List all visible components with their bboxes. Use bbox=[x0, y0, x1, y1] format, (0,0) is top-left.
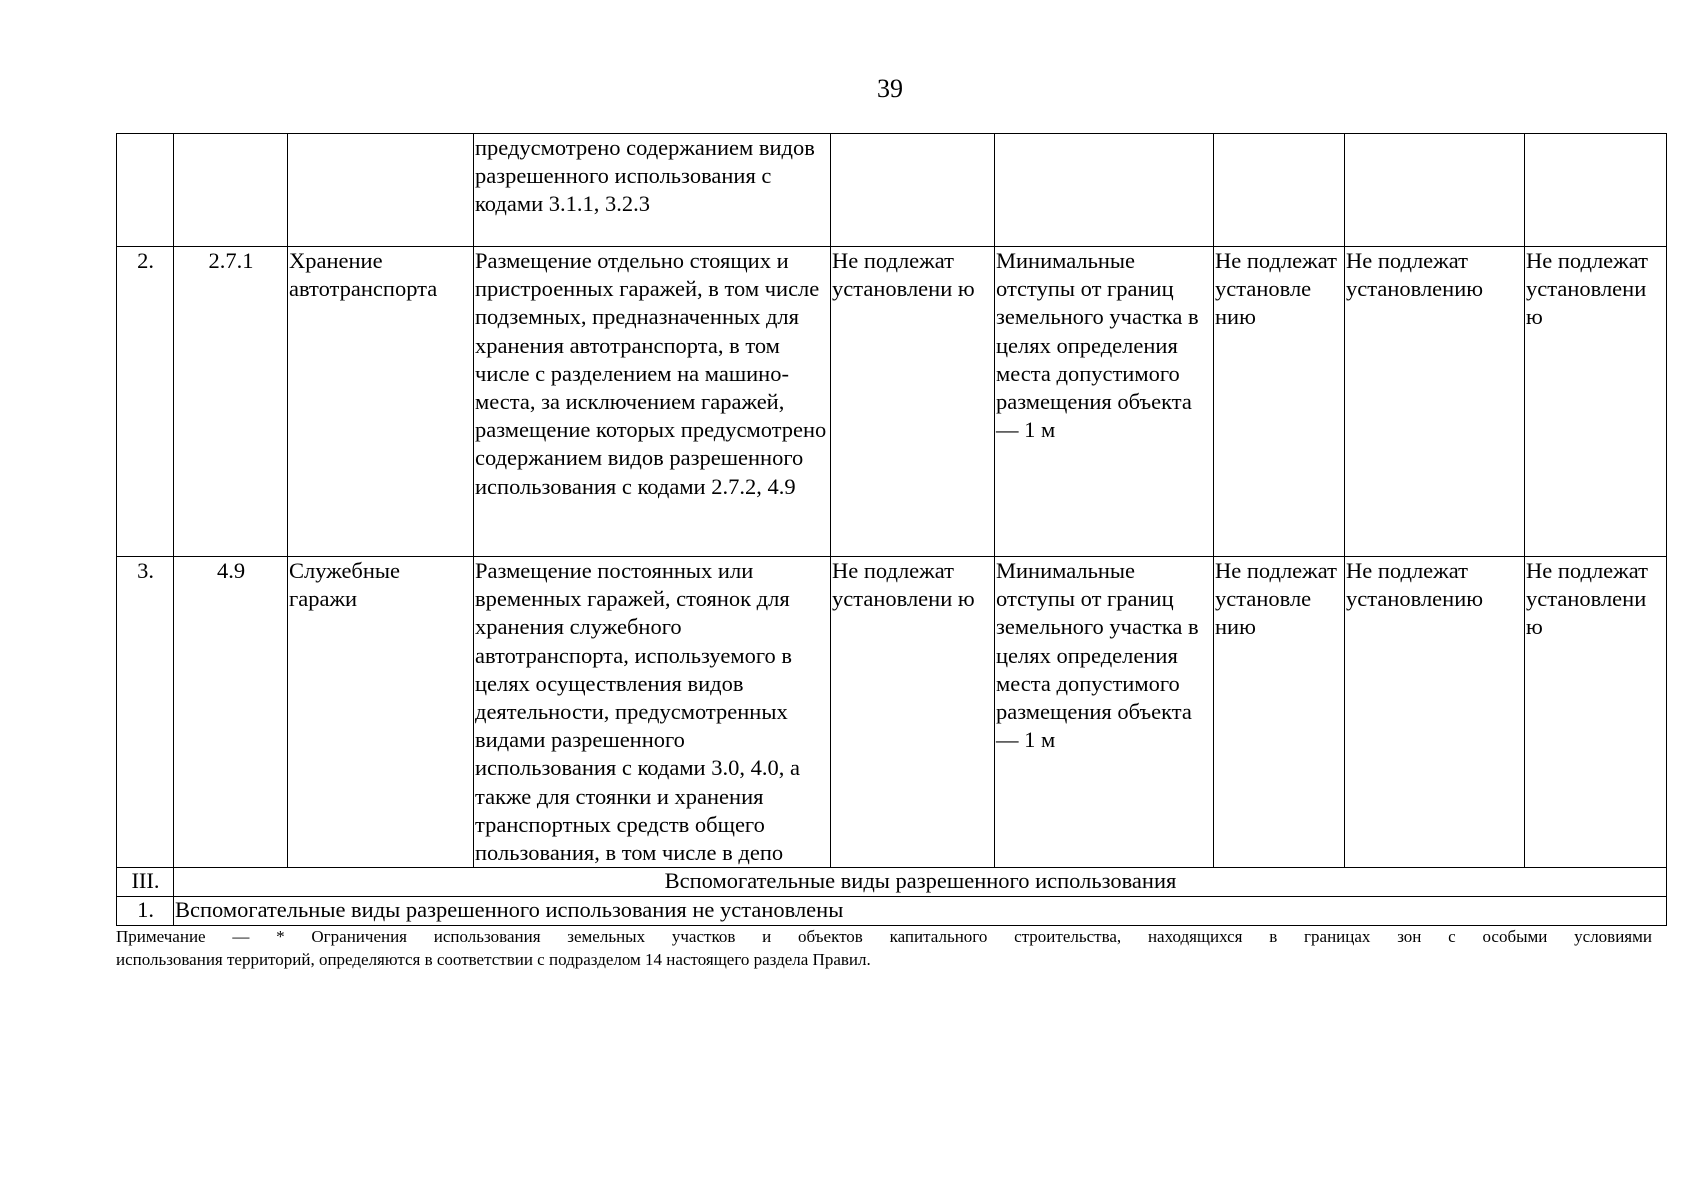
cell-col8 bbox=[1345, 134, 1525, 247]
cell-name: Служебные гаражи bbox=[288, 557, 474, 868]
cell-col5: Не подлежат установлени ю bbox=[831, 247, 995, 557]
cell-col5: Не подлежат установлени ю bbox=[831, 557, 995, 868]
cell-col8: Не подлежат установлению bbox=[1345, 557, 1525, 868]
table-row bbox=[117, 897, 1667, 926]
table-row bbox=[117, 247, 1667, 557]
footnote bbox=[116, 925, 1652, 971]
cell-description: Размещение отдельно стоящих и пристроенных гаражей, в том числе подземных, предназначенных для хранения автотранспорта, в том числе с разделением на машино-места, за исключением гаражей, размещение которых предусмотрено содержанием видов разрешенного использования с кодами 2.7.2, 4.9 bbox=[474, 247, 831, 557]
cell-col7: Не подлежат установле нию bbox=[1214, 247, 1345, 557]
footnote-line-2: использования территорий, определяются в соответствии с подразделом 14 настоящего раздела Правил. bbox=[116, 950, 871, 969]
section-num: III. bbox=[117, 868, 174, 897]
page-number: 39 bbox=[877, 74, 903, 103]
cell-text: Вспомогательные виды разрешенного использования не установлены bbox=[174, 897, 1667, 926]
cell-col7 bbox=[1214, 134, 1345, 247]
section-header-row bbox=[117, 868, 1667, 897]
cell-col7: Не подлежат установле нию bbox=[1214, 557, 1345, 868]
cell-code: 4.9 bbox=[174, 557, 288, 868]
cell-col9 bbox=[1525, 134, 1667, 247]
cell-num: 1. bbox=[117, 897, 174, 926]
cell-col6 bbox=[995, 134, 1214, 247]
cell-num: 3. bbox=[117, 557, 174, 868]
cell-num bbox=[117, 134, 174, 247]
cell-num: 2. bbox=[117, 247, 174, 557]
cell-col6: Минимальные отступы от границ земельного участка в целях определения места допустимого размещения объекта — 1 м bbox=[995, 557, 1214, 868]
cell-name bbox=[288, 134, 474, 247]
cell-code: 2.7.1 bbox=[174, 247, 288, 557]
cell-col8: Не подлежат установлению bbox=[1345, 247, 1525, 557]
land-use-table bbox=[116, 133, 1667, 926]
cell-col6: Минимальные отступы от границ земельного участка в целях определения места допустимого размещения объекта — 1 м bbox=[995, 247, 1214, 557]
cell-name: Хранение автотранспорта bbox=[288, 247, 474, 557]
table-row-continuation bbox=[117, 134, 1667, 247]
cell-code bbox=[174, 134, 288, 247]
cell-description: Размещение постоянных или временных гаражей, стоянок для хранения служебного автотранспорта, используемого в целях осуществления видов деятельности, предусмотренных видами разрешенного использования с кодами 3.0, 4.0, а также для стоянки и хранения транспортных средств общего пользования, в том числе в депо bbox=[474, 557, 831, 868]
cell-col9: Не подлежат установлени ю bbox=[1525, 557, 1667, 868]
section-title: Вспомогательные виды разрешенного использования bbox=[174, 868, 1667, 897]
table-row bbox=[117, 557, 1667, 868]
cell-col5 bbox=[831, 134, 995, 247]
cell-col9: Не подлежат установлени ю bbox=[1525, 247, 1667, 557]
footnote-line-1: Примечание — * Ограничения использования земельных участков и объектов капитального строительства, находящихся в границах зон с особыми условиями bbox=[116, 927, 1652, 946]
cell-description: предусмотрено содержанием видов разрешенного использования с кодами 3.1.1, 3.2.3 bbox=[474, 134, 831, 247]
